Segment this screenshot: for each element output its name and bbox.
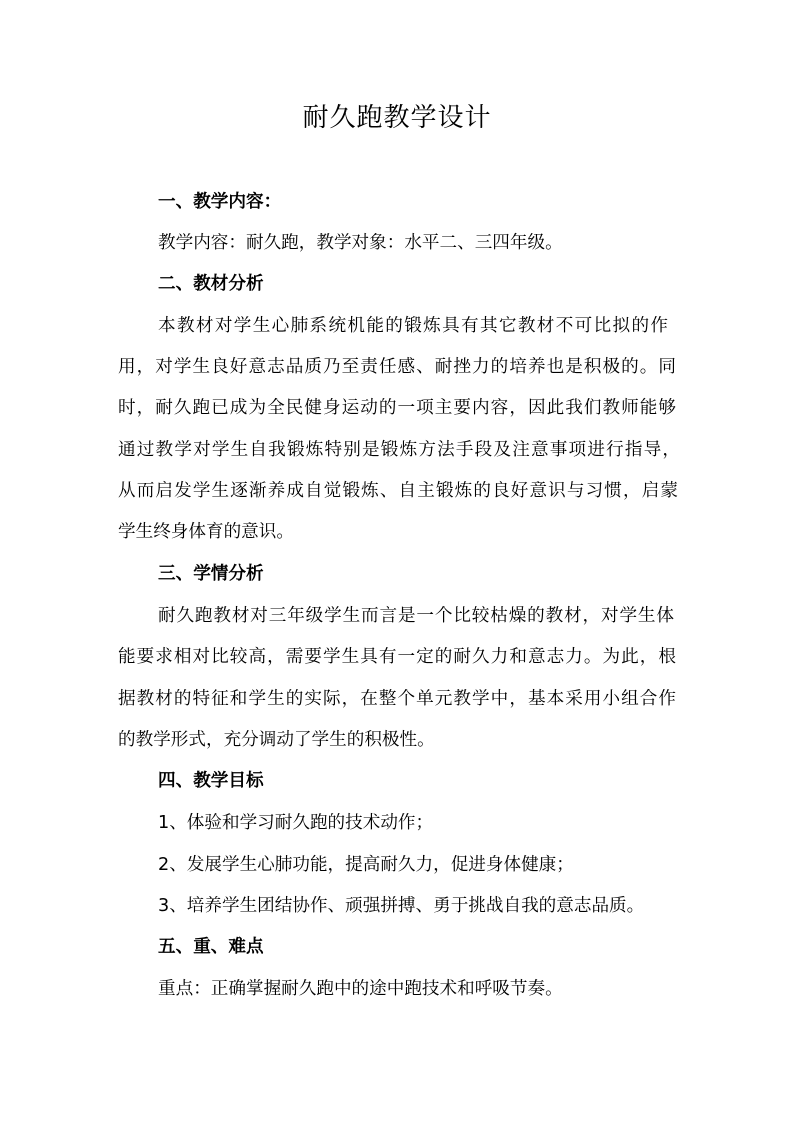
- paragraph-line: 用，对学生良好意志品质乃至责任感、耐挫力的培养也是积极的。同: [118, 357, 676, 377]
- paragraph-line: 教学内容：耐久跑，教学对象：水平二、三四年级。: [158, 233, 563, 253]
- list-item: 1、体验和学习耐久跑的技术动作；: [158, 813, 434, 833]
- section-heading-material-analysis: 二、教材分析: [158, 274, 264, 294]
- list-item: 2、发展学生心肺功能，提高耐久力，促进身体健康；: [158, 855, 574, 875]
- section-heading-content: 一、教学内容：: [158, 192, 282, 212]
- document-title: 耐久跑教学设计: [302, 103, 492, 133]
- paragraph-line: 的教学形式，充分调动了学生的积极性。: [118, 730, 435, 750]
- paragraph-line: 时，耐久跑已成为全民健身运动的一项主要内容，因此我们教师能够: [118, 398, 676, 418]
- list-item: 3、培养学生团结协作、顽强拼搏、勇于挑战自我的意志品质。: [158, 896, 645, 916]
- paragraph-line: 从而启发学生逐渐养成自觉锻炼、自主锻炼的良好意识与习惯，启蒙: [118, 481, 678, 501]
- section-heading-student-analysis: 三、学情分析: [158, 564, 264, 584]
- paragraph-line: 学生终身体育的意识。: [118, 522, 294, 542]
- paragraph-line: 耐久跑教材对三年级学生而言是一个比较枯燥的教材，对学生体: [158, 606, 674, 626]
- paragraph-line: 重点：正确掌握耐久跑中的途中跑技术和呼吸节奏。: [158, 979, 563, 999]
- paragraph-line: 本教材对学生心肺系统机能的锻炼具有其它教材不可比拟的作: [158, 316, 668, 336]
- section-heading-key-points: 五、重、难点: [158, 937, 264, 957]
- section-heading-teaching-goals: 四、教学目标: [158, 771, 264, 791]
- paragraph-line: 通过教学对学生自我锻炼特别是锻炼方法手段及注意事项进行指导，: [118, 440, 680, 460]
- paragraph-line: 据教材的特征和学生的实际，在整个单元教学中，基本采用小组合作: [118, 689, 676, 709]
- paragraph-line: 能要求相对比较高，需要学生具有一定的耐久力和意志力。为此，根: [118, 647, 676, 667]
